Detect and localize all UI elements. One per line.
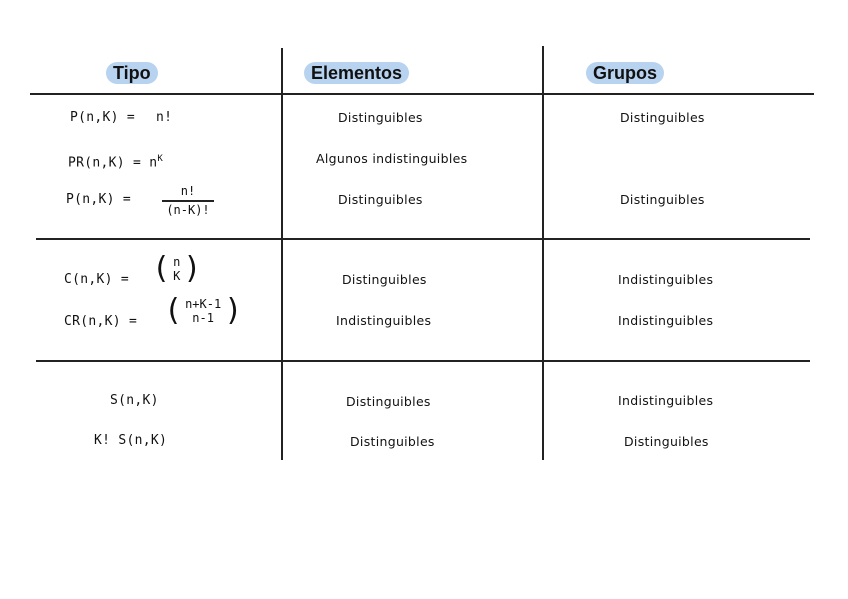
formula-pr-n-k bbox=[68, 151, 163, 171]
formula-pk-numerator: n! bbox=[180, 184, 196, 198]
binomial-stack bbox=[185, 297, 221, 325]
formula-p-n-k-value: n! bbox=[156, 110, 173, 125]
binomial-bottom: K bbox=[173, 269, 181, 283]
binomial-open-paren: ( bbox=[164, 293, 183, 328]
formula-pk-denominator: (n-K)! bbox=[166, 202, 210, 217]
formula-ks-label: K! S(n,K) bbox=[94, 433, 168, 448]
column-divider-2 bbox=[542, 46, 544, 460]
section-divider-2 bbox=[36, 360, 810, 362]
binomial-close-paren: ) bbox=[183, 251, 202, 286]
formula-s-label: S(n,K) bbox=[110, 393, 159, 408]
formula-c-label: C(n,K) = bbox=[64, 272, 130, 287]
pk-elementos: Distinguibles bbox=[338, 192, 423, 207]
s-grupos: Indistinguibles bbox=[618, 393, 714, 408]
binomial-close-paren: ) bbox=[224, 293, 243, 328]
pr-elementos: Algunos indistinguibles bbox=[316, 151, 468, 166]
formula-cr-binomial bbox=[164, 293, 243, 328]
fraction-bar bbox=[162, 200, 214, 202]
ks-grupos: Distinguibles bbox=[624, 434, 709, 449]
ks-elementos: Distinguibles bbox=[350, 434, 435, 449]
header-divider bbox=[30, 93, 814, 95]
column-divider-1 bbox=[281, 48, 283, 460]
c-elementos: Distinguibles bbox=[342, 272, 427, 287]
formula-c-binomial bbox=[152, 251, 202, 286]
formula-cr-label: CR(n,K) = bbox=[64, 314, 138, 329]
cr-grupos: Indistinguibles bbox=[618, 313, 714, 328]
s-elementos: Distinguibles bbox=[346, 394, 431, 409]
formula-p-n-k-label: P(n,K) = bbox=[70, 110, 136, 125]
c-grupos: Indistinguibles bbox=[618, 272, 714, 287]
binomial-open-paren: ( bbox=[152, 251, 171, 286]
cr-elementos: Indistinguibles bbox=[336, 313, 432, 328]
formula-pk-fraction bbox=[162, 184, 214, 218]
binomial-bottom: n-1 bbox=[192, 311, 214, 325]
header-grupos: Grupos bbox=[586, 62, 664, 84]
pk-grupos: Distinguibles bbox=[620, 192, 705, 207]
formula-pr-text: PR(n,K) = n bbox=[68, 155, 158, 171]
binomial-top: n+K-1 bbox=[185, 297, 222, 311]
pn-grupos: Distinguibles bbox=[620, 110, 705, 125]
formula-pr-exponent: K bbox=[157, 154, 164, 164]
binomial-top: n bbox=[173, 255, 181, 269]
header-elementos: Elementos bbox=[304, 62, 409, 84]
section-divider-1 bbox=[36, 238, 810, 240]
pn-elementos: Distinguibles bbox=[338, 110, 423, 125]
binomial-stack bbox=[173, 255, 180, 283]
header-tipo: Tipo bbox=[106, 62, 158, 84]
formula-pk-label: P(n,K) = bbox=[66, 192, 132, 207]
